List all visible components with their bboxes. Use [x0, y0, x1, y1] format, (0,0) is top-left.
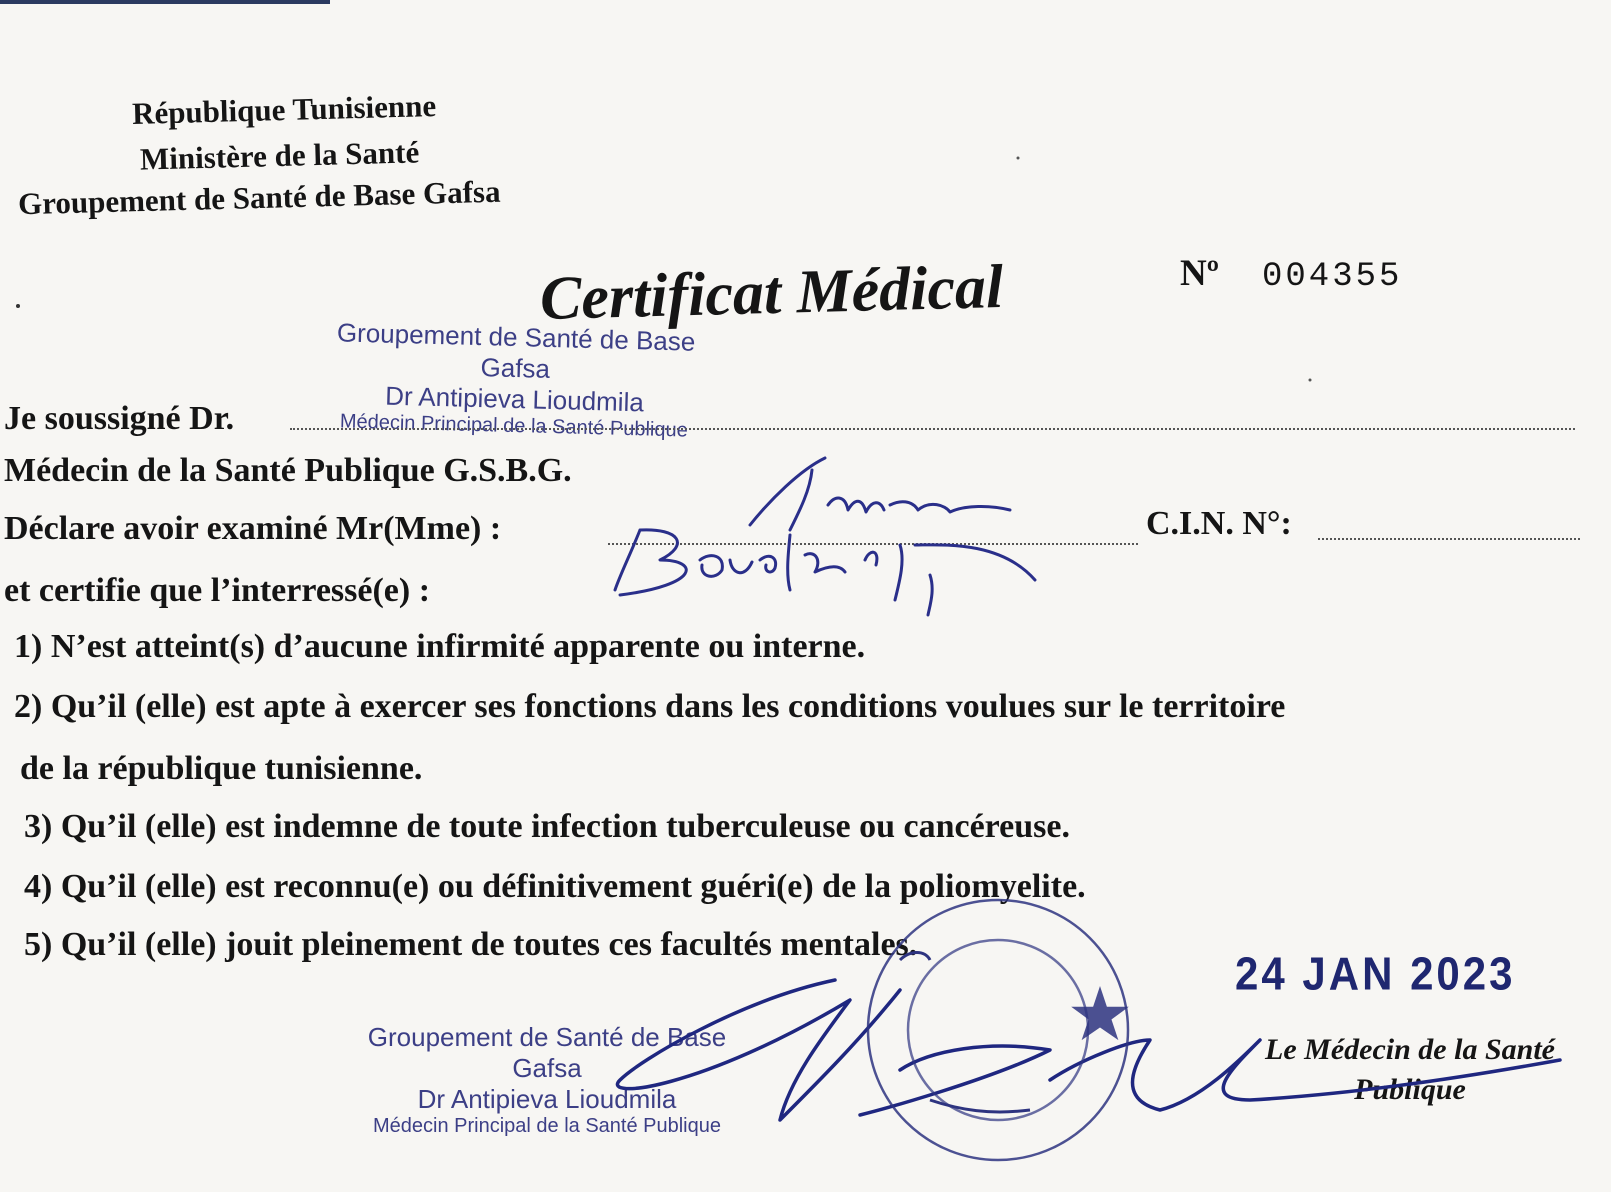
- condition-5: 5) Qu’il (elle) jouit pleinement de toutes ces facultés mentales.: [24, 926, 918, 963]
- condition-2-continued: de la république tunisienne.: [20, 750, 423, 787]
- label-medecin: Médecin de la Santé Publique G.S.B.G.: [4, 452, 572, 489]
- signature-title-line2: Publique: [1354, 1073, 1466, 1106]
- label-certifie: et certifie que l’interressé(e) :: [4, 572, 431, 609]
- header-ministry: Ministère de la Santé: [139, 134, 420, 177]
- header-groupement: Groupement de Santé de Base Gafsa: [17, 173, 501, 222]
- header-republic: République Tunisienne: [131, 88, 437, 131]
- stamp-line-groupement: Groupement de Santé de Base Gafsa: [336, 317, 696, 384]
- doctor-signature: [617, 980, 1560, 1120]
- stamp-bottom-line-groupement: Groupement de Santé de Base Gafsa: [367, 1022, 727, 1083]
- certificate-number: 004355: [1262, 258, 1403, 296]
- stamp-line-doctor: Dr Antipieva Lioudmila: [384, 380, 645, 418]
- official-round-seal: [868, 900, 1128, 1160]
- certificate-number-label: Nº: [1180, 253, 1219, 294]
- stamp-line-title: Médecin Principal de la Santé Publique: [339, 410, 689, 442]
- label-declare: Déclare avoir examiné Mr(Mme) :: [4, 510, 502, 547]
- paper-speck: [1309, 379, 1312, 382]
- stamp-bottom-line-title: Médecin Principal de la Santé Publique: [373, 1115, 721, 1137]
- condition-4: 4) Qu’il (elle) est reconnu(e) ou définitivement guéri(e) de la poliomyelite.: [24, 868, 1086, 905]
- signature-title-line1: Le Médecin de la Santé: [1265, 1033, 1555, 1066]
- paper-speck: [1017, 157, 1020, 160]
- label-doctor: Je soussigné Dr.: [4, 400, 235, 437]
- label-cin: C.I.N. N°:: [1146, 505, 1292, 542]
- paper-speck: [16, 304, 20, 308]
- stamp-bottom-line-doctor: Dr Antipieva Lioudmila: [417, 1084, 677, 1114]
- condition-2: 2) Qu’il (elle) est apte à exercer ses fonctions dans les conditions voulues sur le territoire: [14, 688, 1286, 725]
- document-title: Certificat Médical: [539, 252, 1004, 334]
- condition-1: 1) N’est atteint(s) d’aucune infirmité apparente ou interne.: [14, 628, 866, 665]
- handwritten-patient-name: [615, 458, 1035, 615]
- date-stamp: 24 JAN 2023: [1235, 947, 1516, 1000]
- condition-3: 3) Qu’il (elle) est indemne de toute infection tuberculeuse ou cancéreuse.: [24, 808, 1070, 845]
